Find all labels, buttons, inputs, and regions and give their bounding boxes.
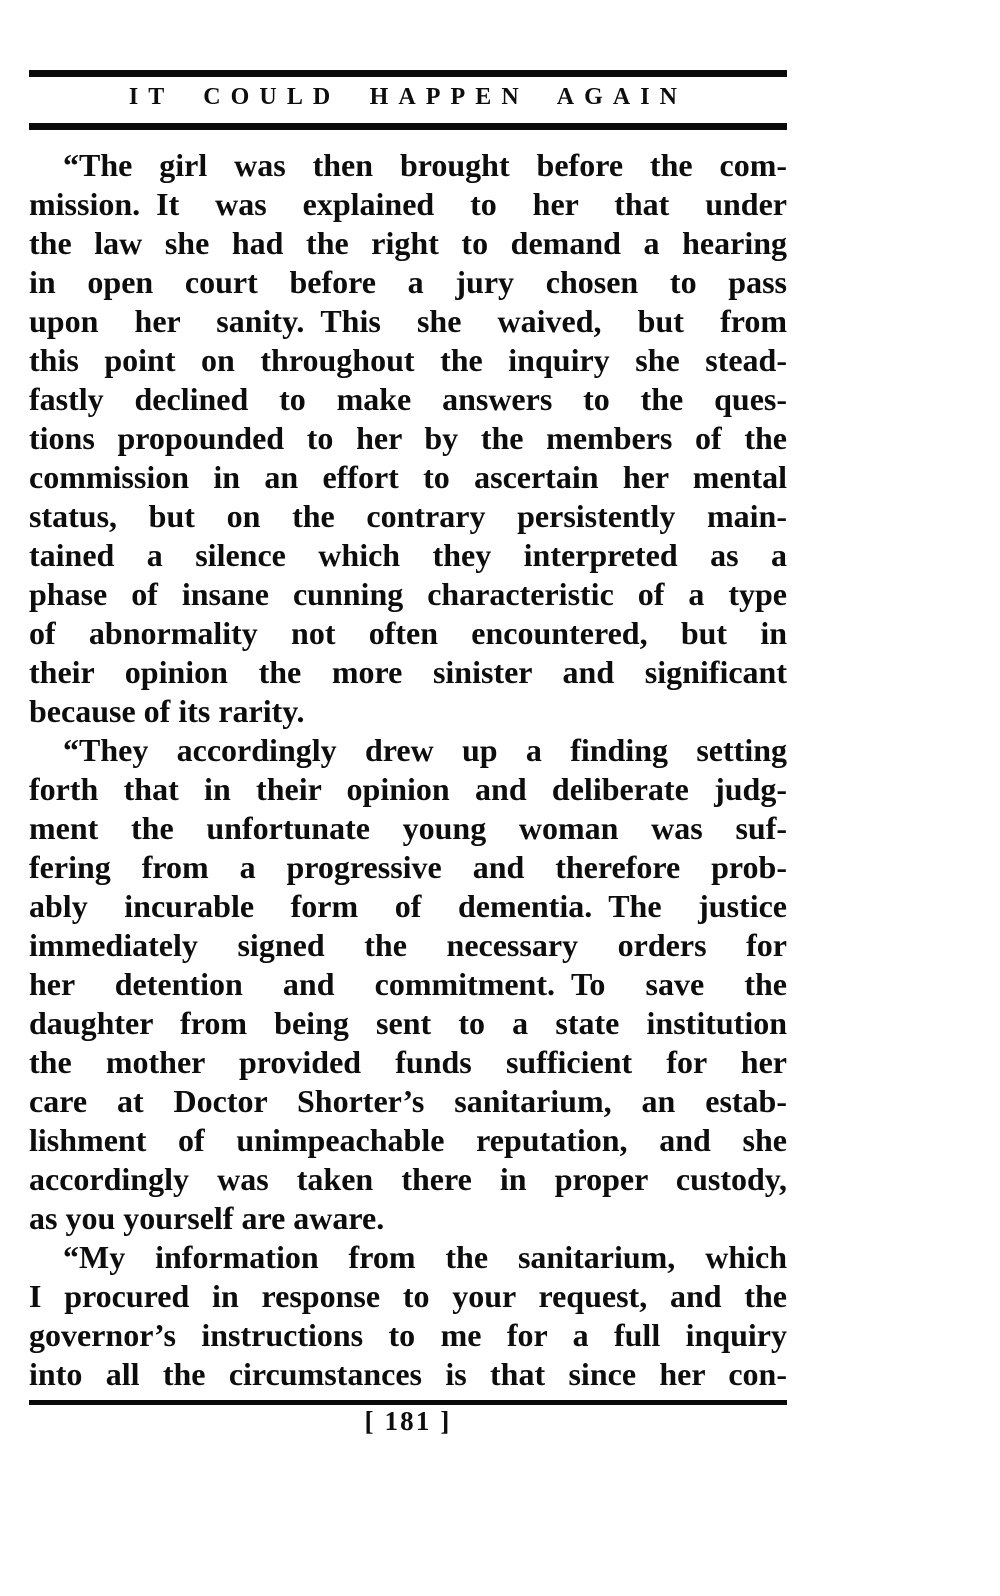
text-line: as you yourself are aware. — [29, 1200, 385, 1236]
text-column — [29, 0, 787, 1596]
text-line: fastly declined to make answers to the ques- — [29, 381, 787, 417]
text-line: in open court before a jury chosen to pass — [29, 264, 787, 300]
text-line: tions propounded to her by the members of the — [29, 420, 787, 456]
running-header-title: IT COULD HAPPEN AGAIN — [128, 84, 688, 110]
text-line: of abnormality not often encountered, but in — [29, 615, 787, 651]
text-line: because of its rarity. — [29, 693, 305, 729]
text-line: ment the unfortunate young woman was suf- — [29, 810, 787, 846]
header-rule-bottom — [29, 123, 787, 130]
text-line: tained a silence which they interpreted as a — [29, 537, 787, 573]
text-line: forth that in their opinion and deliberate judg- — [29, 771, 787, 807]
header-rule-top — [29, 70, 787, 77]
page-number: [ 181 ] — [364, 1406, 452, 1436]
text-line: phase of insane cunning characteristic of a type — [29, 576, 787, 612]
text-line: this point on throughout the inquiry she stead- — [29, 342, 787, 378]
text-line: “The girl was then brought before the com- — [63, 147, 787, 183]
body-text — [29, 146, 787, 1394]
text-line: care at Doctor Shorter’s sanitarium, an estab- — [29, 1083, 787, 1119]
text-line: immediately signed the necessary orders for — [29, 927, 787, 963]
text-line: daughter from being sent to a state institution — [29, 1005, 787, 1041]
text-line: status, but on the contrary persistently main- — [29, 498, 787, 534]
text-line: her detention and commitment. To save the — [29, 966, 787, 1002]
text-line: mission. It was explained to her that under — [29, 186, 787, 222]
text-line: the law she had the right to demand a hearing — [29, 225, 787, 261]
text-line: “They accordingly drew up a finding setting — [63, 732, 787, 768]
text-line: their opinion the more sinister and significant — [29, 654, 787, 690]
text-line: accordingly was taken there in proper custody, — [29, 1161, 787, 1197]
text-line: fering from a progressive and therefore prob- — [29, 849, 787, 885]
text-line: “My information from the sanitarium, which — [63, 1239, 787, 1275]
footer-rule — [29, 1400, 787, 1405]
text-line: ably incurable form of dementia. The justice — [29, 888, 787, 924]
text-line: commission in an effort to ascertain her mental — [29, 459, 787, 495]
text-line: into all the circumstances is that since her con- — [29, 1356, 787, 1392]
text-line: lishment of unimpeachable reputation, and she — [29, 1122, 787, 1158]
text-line: I procured in response to your request, and the — [29, 1278, 787, 1314]
text-line: the mother provided funds sufficient for her — [29, 1044, 787, 1080]
text-line: governor’s instructions to me for a full inquiry — [29, 1317, 787, 1353]
text-line: upon her sanity. This she waived, but from — [29, 303, 787, 339]
